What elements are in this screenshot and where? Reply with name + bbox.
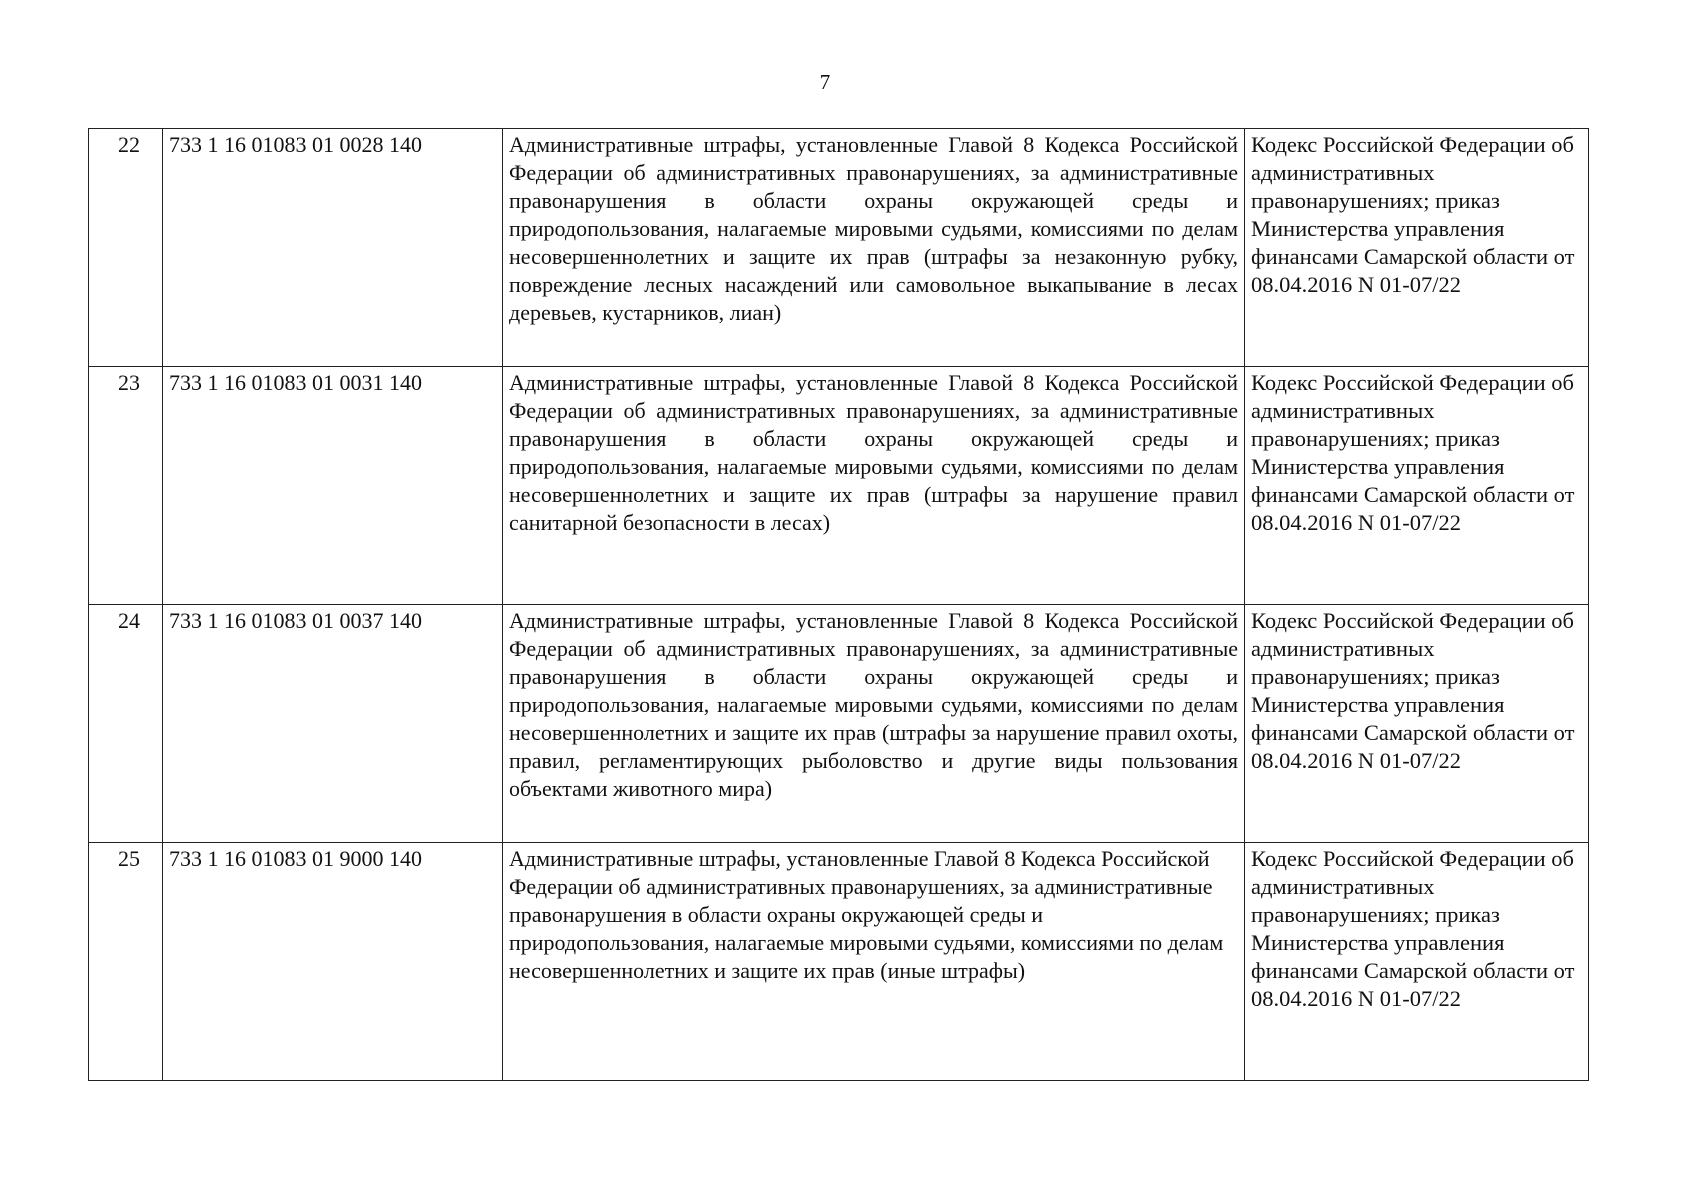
row-number: 22 [89, 129, 163, 367]
table-row [89, 367, 1589, 605]
row-number: 23 [89, 367, 163, 605]
budget-code: 733 1 16 01083 01 0028 140 [163, 129, 503, 367]
legal-basis: Кодекс Российской Федерации об административных правонарушениях; приказ Министерства управления финансами Самарской области от 08.04.2016 N 01-07/22 [1245, 129, 1589, 367]
revenue-description: Административные штрафы, установленные Главой 8 Кодекса Российской Федерации об административных правонарушениях, за административные правонарушения в области охраны окружающей среды и природопользования, налагаемые мировыми судьями, комиссиями по делам несовершеннолетних и защите их прав (иные штрафы) [503, 843, 1245, 1081]
budget-codes-table [88, 128, 1589, 1081]
revenue-description: Административные штрафы, установленные Главой 8 Кодекса Российской Федерации об административных правонарушениях, за административные правонарушения в области охраны окружающей среды и природопользования, налагаемые мировыми судьями, комиссиями по делам несовершеннолетних и защите их прав (штрафы за нарушение правил охоты, правил, регламентирующих рыболовство и другие виды пользования объектами животного мира) [503, 605, 1245, 843]
budget-code: 733 1 16 01083 01 0037 140 [163, 605, 503, 843]
table-row [89, 843, 1589, 1081]
revenue-description: Административные штрафы, установленные Главой 8 Кодекса Российской Федерации об административных правонарушениях, за административные правонарушения в области охраны окружающей среды и природопользования, налагаемые мировыми судьями, комиссиями по делам несовершеннолетних и защите их прав (штрафы за нарушение правил санитарной безопасности в лесах) [503, 367, 1245, 605]
revenue-description: Административные штрафы, установленные Главой 8 Кодекса Российской Федерации об административных правонарушениях, за административные правонарушения в области охраны окружающей среды и природопользования, налагаемые мировыми судьями, комиссиями по делам несовершеннолетних и защите их прав (штрафы за незаконную рубку, повреждение лесных насаждений или самовольное выкапывание в лесах деревьев, кустарников, лиан) [503, 129, 1245, 367]
table-row [89, 129, 1589, 367]
legal-basis: Кодекс Российской Федерации об административных правонарушениях; приказ Министерства управления финансами Самарской области от 08.04.2016 N 01-07/22 [1245, 605, 1589, 843]
legal-basis: Кодекс Российской Федерации об административных правонарушениях; приказ Министерства управления финансами Самарской области от 08.04.2016 N 01-07/22 [1245, 843, 1589, 1081]
table-row [89, 605, 1589, 843]
budget-code: 733 1 16 01083 01 0031 140 [163, 367, 503, 605]
page-number: 7 [819, 70, 831, 94]
row-number: 24 [89, 605, 163, 843]
budget-code: 733 1 16 01083 01 9000 140 [163, 843, 503, 1081]
row-number: 25 [89, 843, 163, 1081]
legal-basis: Кодекс Российской Федерации об административных правонарушениях; приказ Министерства управления финансами Самарской области от 08.04.2016 N 01-07/22 [1245, 367, 1589, 605]
